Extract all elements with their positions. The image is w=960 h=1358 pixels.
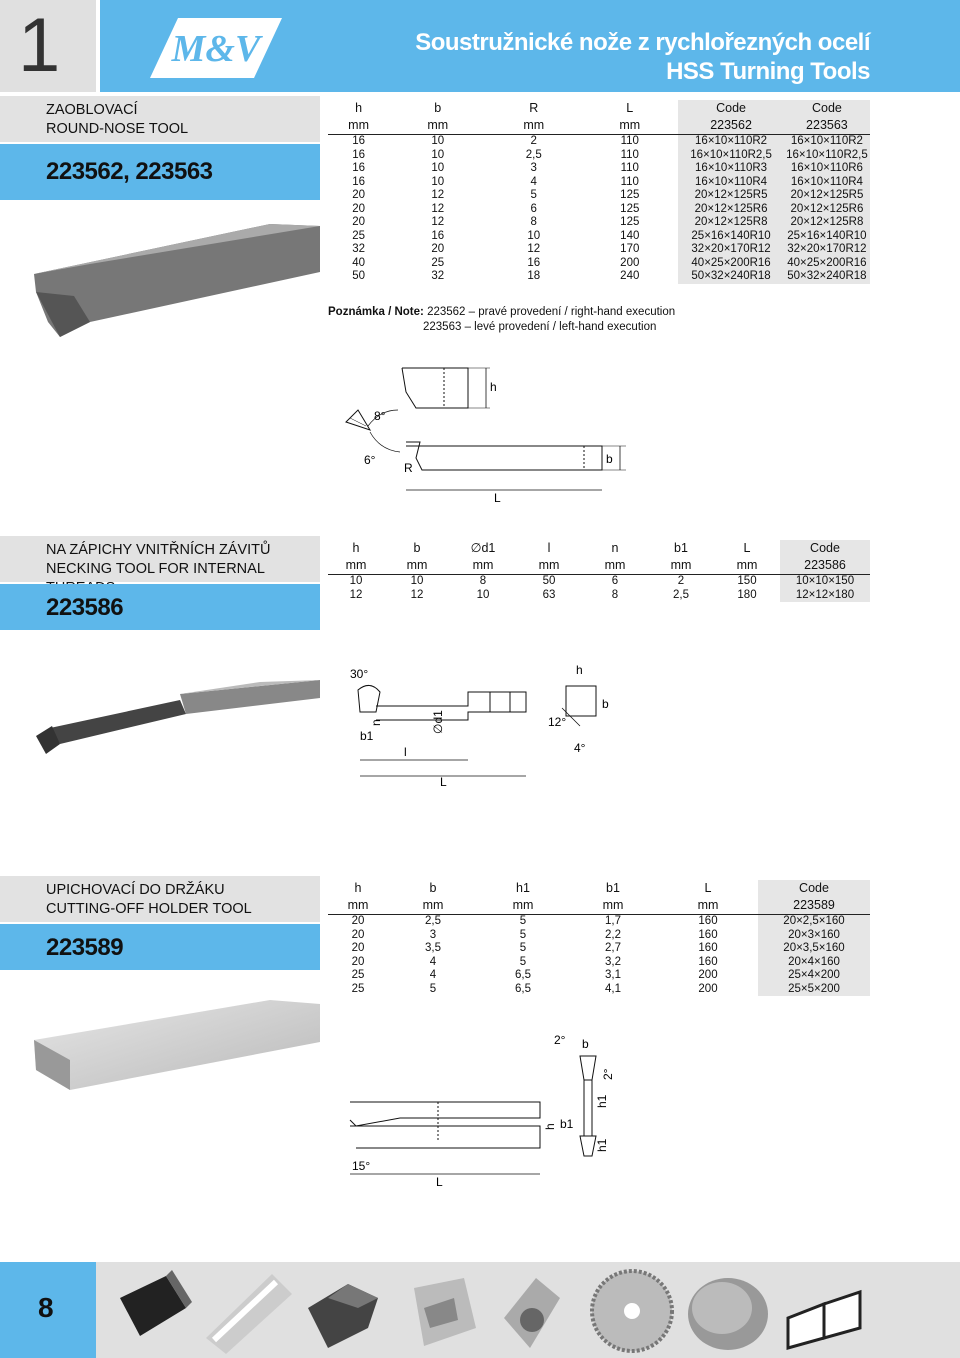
table-cell: 10 — [431, 175, 445, 188]
table-cell: 10 — [349, 575, 363, 587]
table-cell: 20×12×125R8 — [784, 216, 870, 230]
unit: mm — [736, 558, 758, 572]
table-row — [328, 216, 870, 230]
unit: 223562 — [678, 117, 784, 135]
table-cell: 25×5×200 — [758, 983, 870, 997]
unit: mm — [347, 898, 369, 912]
table-row — [328, 257, 870, 271]
table-cell: 10 — [476, 588, 490, 601]
table-cell: 140 — [620, 229, 640, 242]
table-cell: 2,5 — [525, 148, 542, 161]
thumb-milling-cutter-icon — [490, 1268, 582, 1354]
label-h: h — [543, 1123, 557, 1130]
table-cell: 10 — [431, 135, 445, 147]
table-cell: 2,7 — [605, 942, 621, 954]
label-angle-12: 12° — [548, 715, 567, 729]
label-angle-4: 4° — [574, 741, 586, 755]
label-n: n — [369, 719, 383, 726]
table-cell: 110 — [620, 175, 639, 188]
label-angle-30: 30° — [350, 667, 369, 681]
label-h: h — [490, 380, 497, 394]
section1-note — [328, 305, 675, 335]
table-row — [328, 589, 870, 603]
col-b: b — [413, 541, 421, 555]
unit: 223589 — [758, 897, 870, 915]
table-cell: 4,1 — [605, 982, 621, 995]
col-code: Code — [780, 540, 870, 557]
table-cell: 5 — [519, 955, 527, 968]
section3-code-box — [0, 924, 320, 970]
table-cell: 150 — [737, 575, 757, 587]
table-row — [328, 969, 870, 983]
page-number-box — [0, 1262, 96, 1358]
table-cell: 10 — [527, 229, 541, 242]
unit: mm — [427, 118, 449, 132]
table-cell: 40×25×200R16 — [784, 257, 870, 271]
thumb-grinding-wheel-icon — [682, 1268, 774, 1354]
table-cell: 10×10×150 — [780, 575, 870, 589]
page-title-cz: Soustružnické nože z rychlořezných ocelí — [415, 29, 870, 56]
col-code2: Code — [784, 100, 870, 117]
table-cell: 20×12×125R6 — [784, 203, 870, 217]
unit: mm — [670, 558, 692, 572]
table-cell: 200 — [620, 256, 640, 269]
col-n: n — [611, 541, 619, 555]
svg-text:M&V: M&V — [171, 28, 261, 70]
table-row — [328, 983, 870, 997]
table-cell: 12 — [349, 588, 363, 601]
unit: mm — [512, 898, 534, 912]
table-row — [328, 915, 870, 929]
label-angle-2b: 2° — [601, 1068, 615, 1080]
table-cell: 12 — [410, 588, 424, 601]
label-angle-6: 6° — [364, 453, 376, 467]
label-b1: b1 — [560, 1117, 574, 1131]
label-d1: ∅d1 — [431, 710, 445, 734]
table-cell: 20×4×160 — [758, 956, 870, 970]
table-cell: 2 — [677, 575, 685, 587]
table-cell: 20 — [352, 202, 365, 215]
chapter-number: 1 — [18, 3, 61, 88]
table-cell: 50×32×240R18 — [784, 270, 870, 284]
table-cell: 25×16×140R10 — [784, 230, 870, 244]
table-cell: 16×10×110R2,5 — [784, 149, 870, 163]
table-cell: 25 — [431, 256, 445, 269]
table-cell: 5 — [519, 942, 527, 954]
table-cell: 10 — [431, 162, 445, 174]
unit: mm — [619, 118, 641, 132]
table-cell: 240 — [620, 270, 640, 282]
section3-title-box — [0, 876, 320, 922]
table-cell: 125 — [620, 202, 640, 215]
table-cell: 20×12×125R6 — [678, 203, 784, 217]
thumb-round-bar-icon — [202, 1268, 294, 1354]
table-cell: 20×3×160 — [758, 929, 870, 943]
col-h1: h1 — [516, 881, 530, 895]
round-nose-tool-drawing — [340, 360, 630, 510]
mv-logo — [150, 18, 282, 78]
table-cell: 25 — [351, 982, 365, 995]
col-code1: Code — [678, 100, 784, 117]
table-cell: 20 — [431, 243, 445, 255]
table-cell: 3,5 — [425, 942, 441, 954]
section3-codes: 223589 — [46, 934, 124, 961]
table-row — [328, 189, 870, 203]
cutting-off-tool-drawing — [340, 1030, 630, 1190]
table-cell: 3,1 — [605, 969, 621, 981]
table-cell: 25 — [352, 229, 365, 242]
label-L: L — [436, 1175, 443, 1189]
unit: 223586 — [780, 557, 870, 575]
unit: mm — [406, 558, 428, 572]
col-L: L — [704, 881, 712, 895]
label-angle-2a: 2° — [554, 1033, 566, 1047]
label-l: l — [404, 745, 407, 759]
table-cell: 63 — [542, 588, 556, 601]
table-cell: 50 — [542, 575, 556, 587]
table-cell: 16×10×110R4 — [784, 176, 870, 190]
unit: mm — [523, 118, 545, 132]
table-cell: 3,2 — [605, 955, 621, 968]
round-nose-tool-photo — [30, 212, 320, 337]
label-R: R — [404, 461, 413, 475]
table-cell: 6 — [530, 202, 537, 215]
label-h1-top: h1 — [595, 1094, 609, 1108]
label-h: h — [576, 663, 583, 677]
table-row — [328, 149, 870, 163]
label-h1-bottom: h1 — [595, 1138, 609, 1152]
table-row — [328, 203, 870, 217]
label-L: L — [494, 491, 501, 505]
table-cell: 16 — [352, 148, 365, 161]
table-cell: 125 — [620, 216, 640, 228]
section2-codes: 223586 — [46, 594, 124, 621]
table-cell: 20×12×125R5 — [784, 189, 870, 203]
label-b: b — [582, 1037, 589, 1051]
table-cell: 20×3,5×160 — [758, 942, 870, 956]
table-cell: 2,2 — [605, 928, 621, 941]
necking-tool-drawing — [340, 660, 630, 790]
section3-name-en: CUTTING-OFF HOLDER TOOL — [46, 901, 252, 917]
table-cell: 160 — [698, 955, 718, 968]
thumb-holder-tool-icon — [298, 1268, 390, 1354]
section2-name-cz: NA ZÁPICHY VNITŘNÍCH ZÁVITŮ — [46, 542, 271, 558]
label-angle-8: 8° — [374, 409, 386, 423]
note-line-1: 223562 – pravé provedení / right-hand execution — [427, 306, 676, 318]
col-b: b — [434, 101, 442, 115]
table-row — [328, 176, 870, 190]
table-row — [328, 135, 870, 149]
table-cell: 110 — [620, 135, 639, 147]
table-cell: 16×10×110R2 — [784, 135, 870, 149]
table-cell: 160 — [698, 942, 718, 954]
table-cell: 6,5 — [515, 982, 531, 995]
table-cell: 16 — [352, 162, 365, 174]
table-cell: 16×10×110R3 — [678, 162, 784, 176]
col-L: L — [743, 541, 751, 555]
table-cell: 32 — [431, 270, 445, 282]
table-cell: 25 — [351, 969, 365, 981]
table-cell: 10 — [431, 148, 445, 161]
table-cell: 3 — [530, 162, 537, 174]
note-line-2: 223563 – levé provedení / left-hand execution — [423, 321, 657, 333]
page-number: 8 — [38, 1292, 54, 1323]
table-cell: 200 — [698, 982, 718, 995]
table-cell: 12 — [527, 243, 541, 255]
col-b1: b1 — [606, 881, 620, 895]
unit: mm — [472, 558, 494, 572]
section1-table — [328, 100, 870, 284]
table-cell: 20×12×125R5 — [678, 189, 784, 203]
table-cell: 20 — [351, 928, 365, 941]
table-cell: 16 — [352, 135, 365, 147]
unit: mm — [602, 898, 624, 912]
label-L: L — [440, 775, 447, 789]
table-row — [328, 956, 870, 970]
section2-table — [328, 540, 870, 602]
table-row — [328, 929, 870, 943]
unit: mm — [345, 558, 367, 572]
table-cell: 12 — [431, 202, 445, 215]
table-cell: 25×4×200 — [758, 969, 870, 983]
section3-rows — [328, 915, 870, 997]
section2-code-box — [0, 584, 320, 630]
table-row — [328, 575, 870, 589]
section1-rows — [328, 135, 870, 284]
table-cell: 16×10×110R2 — [678, 135, 784, 149]
table-cell: 16 — [527, 256, 541, 269]
section2-name-en: NECKING TOOL FOR INTERNAL — [46, 561, 265, 577]
table-cell: 10 — [410, 575, 424, 587]
section2-rows — [328, 575, 870, 603]
col-h: h — [354, 881, 362, 895]
table-cell: 4 — [429, 955, 437, 968]
table-cell: 32×20×170R12 — [678, 243, 784, 257]
table-cell: 2 — [530, 135, 537, 147]
col-h: h — [355, 101, 363, 115]
table-cell: 1,7 — [605, 915, 621, 927]
unit: mm — [697, 898, 719, 912]
table-cell: 50×32×240R18 — [678, 270, 784, 284]
thumb-catalog-book-icon — [778, 1268, 870, 1354]
section1-code-box — [0, 144, 320, 200]
table-row — [328, 243, 870, 257]
table-row — [328, 942, 870, 956]
col-l: L — [626, 101, 634, 115]
note-label: Poznámka / Note: — [328, 306, 424, 318]
table-cell: 18 — [527, 270, 541, 282]
col-b: b — [429, 881, 437, 895]
label-angle-15: 15° — [352, 1159, 371, 1173]
table-cell: 6,5 — [515, 969, 531, 981]
label-b: b — [602, 697, 609, 711]
table-cell: 4 — [429, 969, 437, 981]
table-cell: 8 — [479, 575, 487, 587]
table-cell: 40×25×200R16 — [678, 257, 784, 271]
table-cell: 20 — [352, 216, 365, 228]
table-cell: 5 — [519, 928, 527, 941]
table-cell: 32 — [352, 243, 365, 255]
table-cell: 3 — [429, 928, 437, 941]
table-row — [328, 270, 870, 284]
table-cell: 20 — [351, 915, 365, 927]
unit: mm — [538, 558, 560, 572]
table-cell: 5 — [519, 915, 527, 927]
table-cell: 40 — [352, 256, 365, 269]
table-cell: 2,5 — [425, 915, 441, 927]
table-cell: 16×10×110R2,5 — [678, 149, 784, 163]
table-cell: 2,5 — [673, 588, 689, 601]
label-b1: b1 — [360, 729, 374, 743]
table-cell: 12 — [431, 189, 445, 201]
section3-name-cz: UPICHOVACÍ DO DRŽÁKU — [46, 882, 225, 898]
table-cell: 16×10×110R4 — [678, 176, 784, 190]
table-cell: 5 — [530, 189, 537, 201]
table-cell: 180 — [737, 588, 757, 601]
unit: mm — [422, 898, 444, 912]
thumb-saw-blade-icon — [586, 1268, 678, 1354]
table-cell: 16×10×110R6 — [784, 162, 870, 176]
table-cell: 25×16×140R10 — [678, 230, 784, 244]
table-cell: 8 — [611, 588, 619, 601]
cutting-off-tool-photo — [30, 1000, 320, 1090]
label-b: b — [606, 452, 613, 466]
col-code: Code — [758, 880, 870, 897]
table-cell: 110 — [620, 148, 639, 161]
thumb-insert-tool-icon — [394, 1268, 486, 1354]
col-b1: b1 — [674, 541, 688, 555]
table-cell: 6 — [611, 575, 619, 587]
table-cell: 16 — [431, 229, 445, 242]
section2-title-box — [0, 536, 320, 582]
table-cell: 12×12×180 — [780, 589, 870, 603]
section1-name-cz: ZAOBLOVACÍ — [46, 102, 138, 118]
table-cell: 4 — [530, 175, 537, 188]
section1-name-en: ROUND-NOSE TOOL — [46, 121, 189, 137]
table-cell: 20×12×125R8 — [678, 216, 784, 230]
table-cell: 170 — [620, 243, 640, 255]
table-cell: 20 — [351, 955, 365, 968]
unit: mm — [348, 118, 369, 132]
table-cell: 200 — [698, 969, 718, 981]
table-cell: 20 — [352, 189, 365, 201]
table-cell: 12 — [431, 216, 445, 228]
chapter-tab — [0, 0, 96, 92]
unit: 223563 — [784, 117, 870, 135]
table-cell: 20 — [351, 942, 365, 954]
table-cell: 5 — [429, 982, 437, 995]
unit: mm — [604, 558, 626, 572]
col-d1: ∅d1 — [470, 541, 496, 555]
table-cell: 50 — [352, 270, 365, 282]
table-cell: 125 — [620, 189, 640, 201]
table-row — [328, 162, 870, 176]
thumb-tool-square-icon — [106, 1268, 198, 1354]
section3-table — [328, 880, 870, 996]
table-cell: 16 — [352, 175, 365, 188]
col-l: l — [547, 541, 551, 555]
table-cell: 160 — [698, 915, 718, 927]
col-r: R — [529, 101, 539, 115]
necking-tool-photo — [30, 680, 320, 760]
section1-title-box — [0, 96, 320, 142]
col-h: h — [352, 541, 360, 555]
table-cell: 32×20×170R12 — [784, 243, 870, 257]
table-cell: 8 — [530, 216, 537, 228]
section1-codes: 223562, 223563 — [46, 158, 213, 185]
table-row — [328, 230, 870, 244]
table-cell: 160 — [698, 928, 718, 941]
table-cell: 20×2,5×160 — [758, 915, 870, 929]
table-cell: 110 — [620, 162, 639, 174]
page-title-en: HSS Turning Tools — [666, 58, 870, 85]
